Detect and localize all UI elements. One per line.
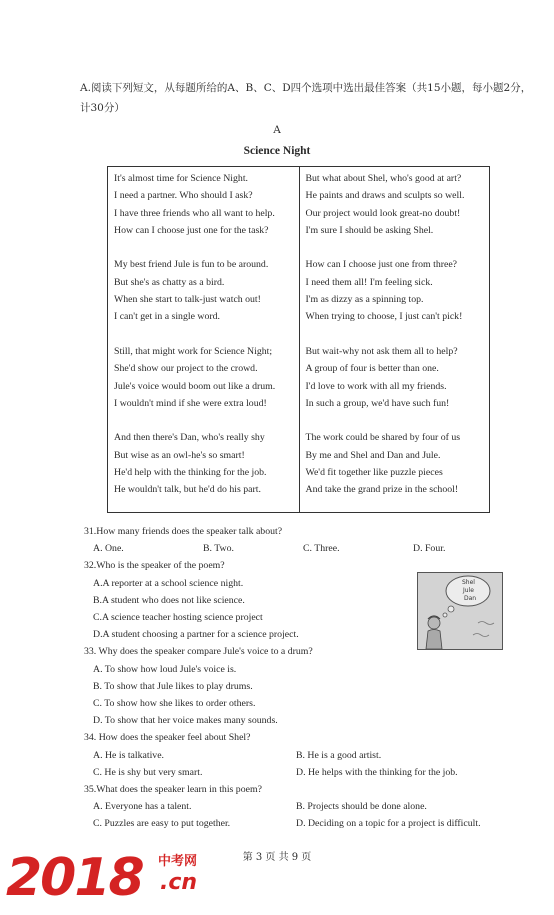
watermark-site: 中考网 <box>158 854 198 869</box>
option-c: C. Puzzles are easy to put together. <box>93 818 231 830</box>
poem-title: Science Night <box>243 145 311 157</box>
question-33-stem: 33. Why does the speaker compare Jule's voice to a drum? <box>84 646 313 658</box>
page-number: 第 3 页 共 9 页 <box>242 852 312 863</box>
poem-line: I need them all! I'm feeling sick. <box>305 276 433 288</box>
question-35-options-row-1 <box>84 798 524 815</box>
poem-table <box>107 166 490 513</box>
instructions-text: A.阅读下列短文，从每题所给的A、B、C、D四个选项中选出最佳答案（共15小题，每小题2分，计30分） <box>80 82 532 114</box>
question-35-options-row-2 <box>84 815 524 832</box>
option-a: A. To show how loud Jule's voice is. <box>93 663 237 675</box>
option-d: D. Deciding on a topic for a project is difficult. <box>296 818 481 830</box>
option-a: A. One. <box>93 543 124 555</box>
option-b: B. To show that Jule likes to play drums. <box>93 680 253 692</box>
question-list <box>84 523 524 833</box>
poem-line: How can I choose just one for the task? <box>114 224 269 236</box>
option-c: C. To show how she likes to order others. <box>93 698 256 710</box>
poem-stanza <box>114 343 299 412</box>
option-d: D. To show that her voice makes many sounds. <box>93 715 278 727</box>
poem-line: But wait-why not ask them all to help? <box>305 345 458 357</box>
poem-line: My best friend Jule is fun to be around. <box>114 259 269 271</box>
bubble-name-shel: Shel <box>462 579 475 586</box>
poem-line: And then there's Dan, who's really shy <box>114 432 265 444</box>
question-34-stem: 34. How does the speaker feel about Shel? <box>84 732 251 744</box>
poem-line: I'm as dizzy as a spinning top. <box>305 294 424 306</box>
watermark-domain: .cn <box>160 870 198 895</box>
poem-line: She'd show our project to the crowd. <box>114 363 258 375</box>
option-b: B. Two. <box>203 543 234 555</box>
student-body-icon <box>426 630 442 650</box>
option-a: A.A reporter at a school science night. <box>93 577 244 589</box>
poem-stanza <box>306 429 490 498</box>
poem-line: How can I choose just one from three? <box>305 259 458 271</box>
poem-stanza <box>114 429 299 498</box>
poem-line: I can't get in a single word. <box>114 311 220 323</box>
poem-stanza <box>306 170 490 239</box>
option-d: D.A student choosing a partner for a science project. <box>93 629 299 641</box>
poem-column-right <box>299 167 490 512</box>
poem-stanza <box>114 170 299 239</box>
poem-stanza <box>306 343 490 412</box>
bubble-name-jule: Jule <box>463 587 474 594</box>
question-34-options-row-1 <box>84 747 524 764</box>
poem-line: The work could be shared by four of us <box>305 432 461 444</box>
question-31-stem: 31.How many friends does the speaker talk about? <box>84 526 283 537</box>
poem-line: He'd help with the thinking for the job. <box>114 467 267 479</box>
question-34-options-row-2 <box>84 764 524 781</box>
poem-line: I'm sure I should be asking Shel. <box>305 224 434 236</box>
poem-line: But she's as chatty as a bird. <box>114 276 225 288</box>
poem-line: I need a partner. Who should I ask? <box>114 190 253 202</box>
poem-line: When she start to talk-just watch out! <box>114 294 261 306</box>
question-32-stem: 32.Who is the speaker of the poem? <box>84 560 225 572</box>
student-head-icon <box>428 617 440 629</box>
option-a: A. Everyone has a talent. <box>93 801 192 813</box>
poem-line: In such a group, we'd have such fun! <box>305 397 450 409</box>
poem-line: By me and Shel and Dan and Jule. <box>305 449 441 461</box>
poem-line: But wise as an owl-he's so smart! <box>114 449 245 461</box>
poem-line: He paints and draws and sculpts so well. <box>305 190 465 202</box>
bubble-name-dan: Dan <box>464 595 477 602</box>
student-thinking-illustration <box>417 572 503 650</box>
option-c: C. Three. <box>303 543 340 555</box>
poem-line: I'd love to work with all my friends. <box>305 380 447 392</box>
option-c: C. He is shy but very smart. <box>93 766 203 778</box>
poem-line: And take the grand prize in the school! <box>305 484 459 496</box>
poem-column-left <box>108 167 299 512</box>
option-b: B. Projects should be done alone. <box>296 801 427 813</box>
option-d: D. Four. <box>413 543 446 555</box>
poem-line: Jule's voice would boom out like a drum. <box>114 380 276 392</box>
question-35-stem: 35.What does the speaker learn in this poem? <box>84 784 262 796</box>
poem-line: When trying to choose, I just can't pick! <box>305 311 463 323</box>
poem-line: But what about Shel, who's good at art? <box>305 173 462 184</box>
option-c: C.A science teacher hosting science project <box>93 612 263 624</box>
poem-line: I wouldn't mind if she were extra loud! <box>114 397 267 409</box>
poem-line: It's almost time for Science Night. <box>114 173 248 184</box>
option-b: B.A student who does not like science. <box>93 594 245 606</box>
watermark-number: 2018 <box>6 848 143 908</box>
poem-line: A group of four is better than one. <box>305 363 439 375</box>
poem-line: Our project would look great-no doubt! <box>305 207 461 219</box>
poem-line: He wouldn't talk, but he'd do his part. <box>114 484 261 496</box>
poem-stanza <box>114 256 299 325</box>
poem-line: Still, that might work for Science Night; <box>114 345 273 357</box>
poem-line: I have three friends who all want to help. <box>114 207 275 219</box>
section-letter: A <box>273 124 281 136</box>
option-b: B. He is a good artist. <box>296 749 382 761</box>
poem-stanza <box>306 256 490 325</box>
option-d: D. He helps with the thinking for the job. <box>296 766 458 778</box>
option-a: A. He is talkative. <box>93 749 165 761</box>
question-31-options <box>84 540 524 557</box>
poem-line: We'd fit together like puzzle pieces <box>305 467 443 479</box>
